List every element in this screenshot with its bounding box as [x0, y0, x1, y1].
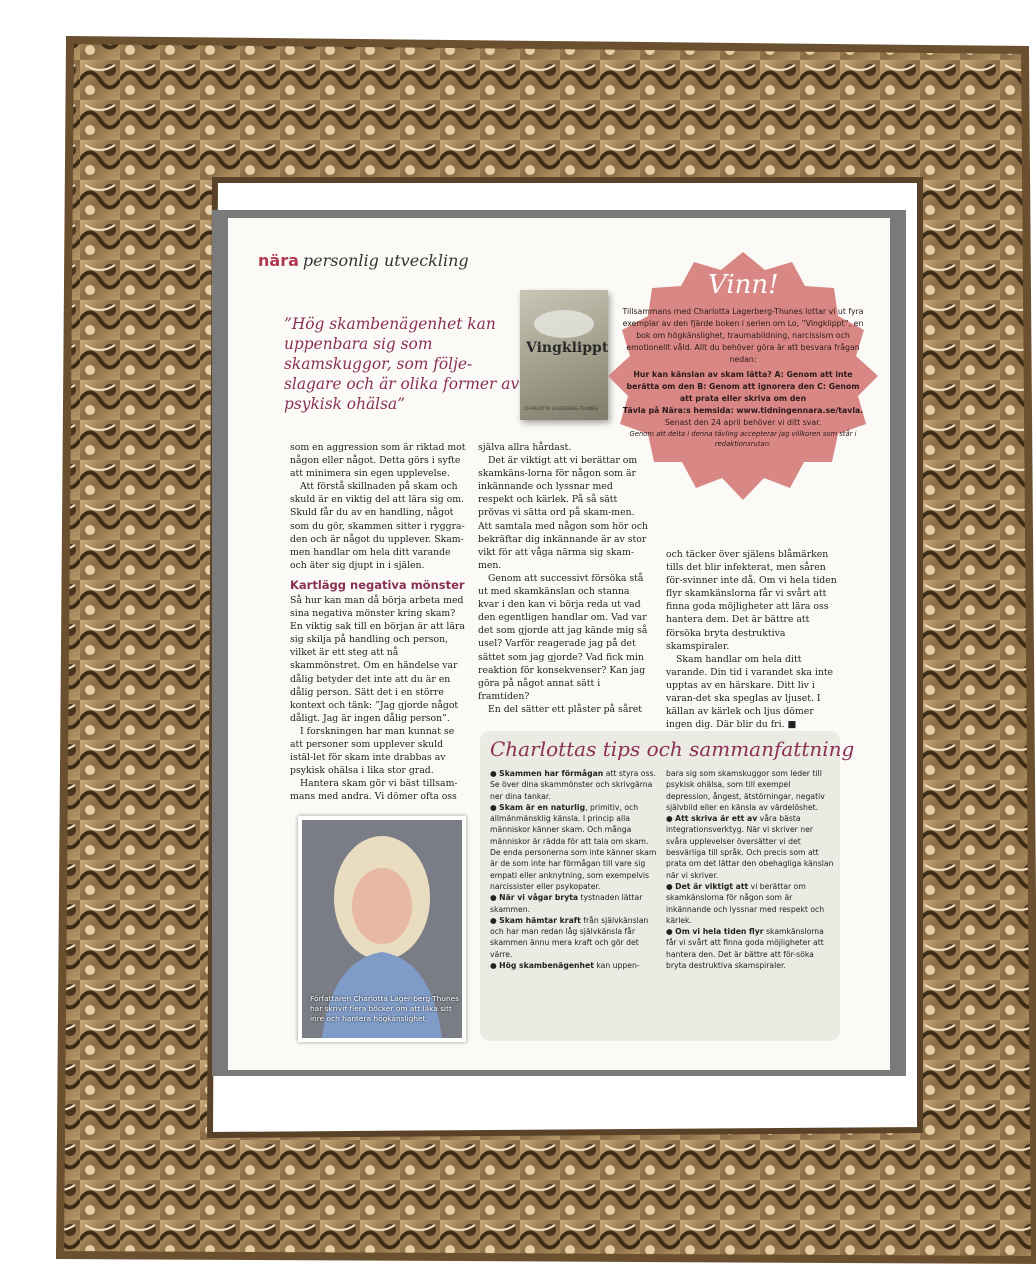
book-title: Vingklippt: [526, 340, 609, 356]
col2-paragraph: En del sätter ett plåster på såret: [488, 703, 643, 715]
contest-action[interactable]: Tävla på Nära:s hemsida: www.tidningennara.se/tavla.: [622, 406, 864, 415]
col3-paragraph: Skam handlar om hela ditt varande. Din tid i varandet ska inte upptas av en härskare. Ditt liv i varan-det ska speglas av ljuset. I källan av kärlek och ljus dömer ingen dig. Där blir du fri. ■: [666, 653, 834, 731]
section-header: [258, 251, 469, 270]
contest-deadline: Senast den 24 april behöver vi ditt svar.: [664, 418, 822, 427]
tip-item: ● Hög skambenägenhet kan uppen-: [490, 961, 640, 971]
tip-item: ● Om vi hela tiden flyr skamkänslorna får vi svårt att finna goda möjligheter att hantera den. Det är bättre att för-söka bryta destruktiva skamspiraler.: [666, 927, 824, 971]
section-title: personlig utveckling: [302, 251, 469, 270]
book-author: CHARLOTTA LAGERBERG-THUNES: [524, 407, 598, 412]
contest-terms: Genom att delta i denna tävling accepterar jag villkoren som står i redaktionsrutan.: [629, 430, 857, 448]
tip-item: ● Det är viktigt att vi berättar om skamkänslorna för någon som är inkännande och lyssnar med respekt och kärlek.: [666, 881, 825, 925]
col1-paragraph: I forskningen har man kunnat se att personer som upplever skuld istäl-let för skam inte drabbas av psykisk ohälsa i lika stor grad.: [290, 725, 455, 777]
author-photo: [298, 816, 466, 1042]
book-cover: [520, 290, 608, 420]
section-label: nära: [258, 251, 299, 270]
contest-title: Vinn!: [708, 270, 779, 300]
tip-item: ● Skam är en naturlig, primitiv, och allmänmänsklig känsla. I princip alla människor känner skam. Och många människor är rädda för att tala om skam. De enda personerna som inte känner skam är de som inte har förmågan till vare sig empati eller anknytning, som exempelvis narcissister eller psykopater.: [490, 802, 657, 891]
col3-paragraph: och täcker över själens blåmärken tills det blir infekterat, men såren för-svinner inte då. Om vi hela tiden flyr skamkänslorna får vi svårt att finna goda möjligheter att lära oss hantera dem. Det är bättre att försöka bryta destruktiva skamspiraler.: [666, 549, 837, 652]
column-1: [290, 441, 466, 803]
tips-box: [480, 731, 855, 1041]
photo-caption: Författaren Charlotta Lager-berg-Thunes har skrivit flera böcker om att läka sitt inre och hantera högkänslighet.: [310, 994, 460, 1023]
tip-item: ● Skam hämtar kraft från självkänslan och har man redan låg självkänsla får skammen ännu mera kraft och gör det värre.: [490, 915, 649, 959]
magazine-page: [228, 218, 890, 1070]
col2-paragraph: Det är viktigt att vi berättar om skamkäns-lorna för någon som är inkännande och lyssnar med respekt och kärlek. På så sätt prövas vi sätta ord på skam-men. Att samtala med någon som hör och bekräftar dig inkännande är av stor vikt för att våga närma sig skam-men.: [478, 455, 649, 571]
contest-intro: Tillsammans med Charlotta Lagerberg-Thunes lottar vi ut fyra exemplar av den fjärde boken i serien om Lo, ”Vingklippt”, en bok om högkänslighet, traumabildning, narcissism och emotionellt våld. Allt du behöver göra är att besvara frågan nedan:: [622, 307, 864, 364]
tip-item: ● När vi vågar bryta tystnaden lättar skammen.: [490, 893, 643, 914]
column-2: [478, 441, 650, 716]
subheading: Kartlägg negativa mönster: [290, 577, 465, 592]
pull-quote: ”Hög skambenägenhet kan uppenbara sig som skamskuggor, som följe-slagare och är olika former av psykisk ohälsa”: [284, 315, 520, 413]
tip-item: ● Skammen har förmågan att styra oss. Se över dina skammönster och skrivgärna ner dina tankar.: [490, 769, 656, 801]
tip-item: ● Att skriva är ett av våra bästa integrationsverktyg. När vi skriver ner svåra upplevelser översätter vi det besvärliga till språk. Och precis som att prata om det lättar den obehagliga känslan när vi skriver.: [666, 814, 834, 880]
col1-paragraph: Att förstå skillnaden på skam och skuld är en viktig del att lära sig om. Skuld får du av en handling, något som du gör, skammen sitter i ryggra-den och är något du upplever. Skam-men handlar om hela ditt varande och äter sig djupt in i själen.: [290, 481, 465, 571]
col2-paragraph: själva allra hårdast.: [478, 442, 572, 453]
col1-paragraph: Hantera skam gör vi bäst tillsam-mans med andra. Vi dömer ofta oss: [290, 778, 458, 803]
col2-paragraph: Genom att successivt försöka stå ut med skamkänslan och stanna kvar i den kan vi börja reda ut vad den egentligen handlar om. Vad var det som gjorde att jag kände mig så usel? Varför reagerade jag på det sättet som jag gjorde? Vad fick min reaktion för konsekvenser? Kan jag göra på något annat sätt i framtiden?: [478, 572, 648, 702]
tips-left-column: [490, 768, 658, 971]
contest-question: Hur kan känslan av skam lätta? A: Genom att inte berätta om den B: Genom att ignorera den C: Genom att prata eller skriva om den: [626, 370, 860, 403]
tips-right-column: [666, 768, 834, 971]
col1-paragraph: som en aggression som är riktad mot någon eller något. Detta görs i syfte att minimera sin egen upplevelse.: [290, 442, 466, 480]
col1-paragraph: Så hur kan man då börja arbeta med sina negativa mönster kring skam? En viktig sak till en början är att lära sig skilja på handling och person, vilket är ett steg att nå skammönstret. Om en händelse var dålig betyder det inte att du är en dålig person. Sätt det i en större kontext och tänk: ”Jag gjorde något dåligt. Jag är ingen dålig person”.: [290, 594, 465, 724]
tips-title: Charlottas tips och sammanfattning: [490, 737, 855, 761]
tip-item: bara sig som skamskuggor som leder till psykisk ohälsa, som till exempel depression, ångest, ätstörningar, negativ självbild eller en känsla av värdelöshet.: [666, 769, 825, 812]
column-3: [666, 548, 842, 731]
